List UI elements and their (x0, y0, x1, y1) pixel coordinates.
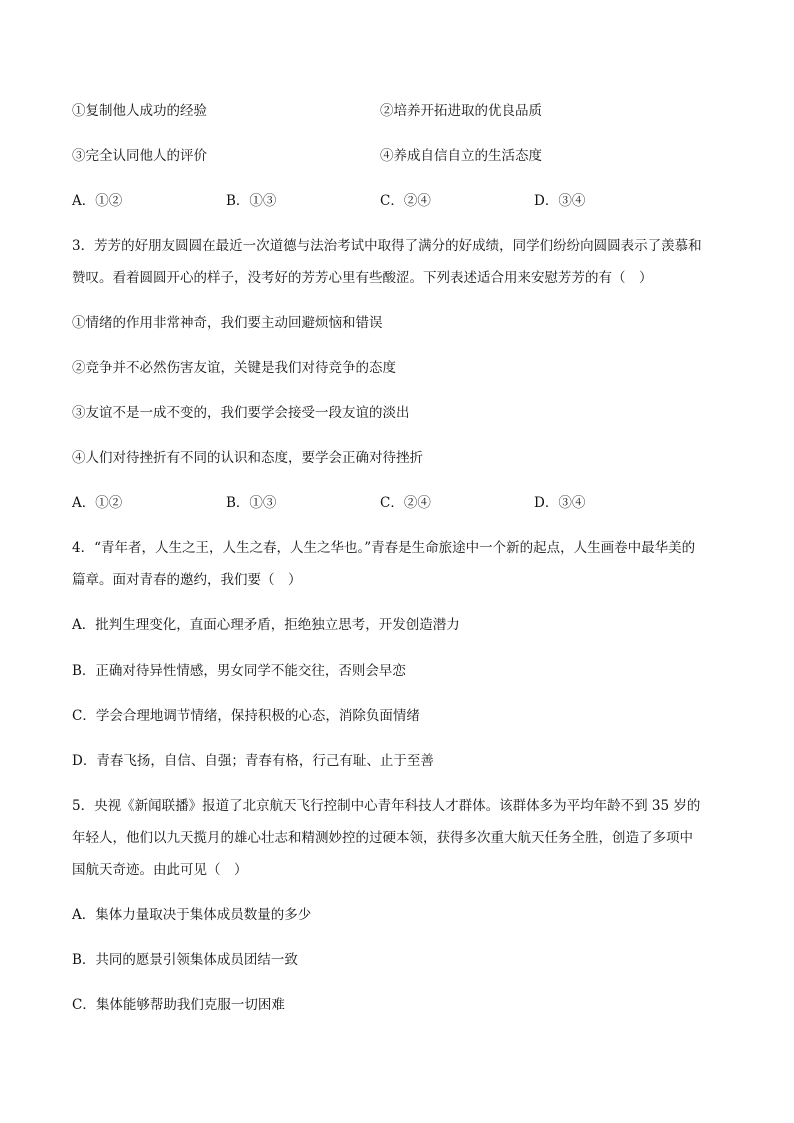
q2-item-2: ②培养开拓进取的优良品质 (380, 103, 542, 119)
q4-stem-line-1: 4．“青年者，人生之王，人生之春，人生之华也。”青春是生命旅途中一个新的起点，人生画卷中最华美的 (72, 540, 696, 556)
q2-option-c: C．②④ (380, 193, 431, 209)
q2-option-b: B．①③ (226, 193, 277, 209)
q3-option-b: B．①③ (226, 495, 277, 511)
q4-option-c: C．学会合理地调节情绪，保持积极的心态，消除负面情绪 (72, 708, 420, 724)
q5-stem-line-2: 年轻人，他们以九天揽月的雄心壮志和精测妙控的过硬本领，获得多次重大航天任务全胜，创造了多项中 (72, 830, 693, 846)
q3-item-3: ③友谊不是一成不变的，我们要学会接受一段友谊的淡出 (72, 405, 410, 421)
q5-option-a: A．集体力量取决于集体成员数量的多少 (72, 907, 312, 923)
q4-option-b: B．正确对待异性情感，男女同学不能交往，否则会早恋 (72, 663, 406, 679)
q4-stem-line-2: 篇章。面对青春的邀约，我们要（ ） (72, 572, 302, 588)
q5-stem-line-1: 5．央视《新闻联播》报道了北京航天飞行控制中心青年科技人才群体。该群体多为平均年龄不到 35 岁的 (72, 798, 701, 814)
q3-item-2: ②竞争并不必然伤害友谊，关键是我们对待竞争的态度 (72, 360, 396, 376)
q3-item-4: ④人们对待挫折有不同的认识和态度，要学会正确对待挫折 (72, 450, 423, 466)
q3-option-d: D．③④ (534, 495, 586, 511)
q5-option-c: C．集体能够帮助我们克服一切困难 (72, 997, 285, 1013)
q3-stem-line-2: 赞叹。看着圆圆开心的样子，没考好的芳芳心里有些酸涩。下列表述适合用来安慰芳芳的有（ ） (72, 270, 653, 286)
q3-stem-line-1: 3．芳芳的好朋友圆圆在最近一次道德与法治考试中取得了满分的好成绩，同学们纷纷向圆圆表示了羡慕和 (72, 238, 702, 254)
q2-item-3: ③完全认同他人的评价 (72, 148, 207, 164)
q5-stem-line-3: 国航天奇迹。由此可见（ ） (72, 862, 248, 878)
q2-item-4: ④养成自信自立的生活态度 (380, 148, 542, 164)
q3-option-c: C．②④ (380, 495, 431, 511)
q2-option-d: D．③④ (534, 193, 586, 209)
q3-item-1: ①情绪的作用非常神奇，我们要主动回避烦恼和错误 (72, 315, 383, 331)
q2-option-a: A．①② (72, 193, 123, 209)
q2-item-1: ①复制他人成功的经验 (72, 103, 207, 119)
q4-option-d: D．青春飞扬，自信、自强；青春有格，行己有耻、止于至善 (72, 753, 434, 769)
q4-option-a: A．批判生理变化，直面心理矛盾，拒绝独立思考，开发创造潜力 (72, 617, 460, 633)
q5-option-b: B．共同的愿景引领集体成员团结一致 (72, 952, 298, 968)
q3-option-a: A．①② (72, 495, 123, 511)
